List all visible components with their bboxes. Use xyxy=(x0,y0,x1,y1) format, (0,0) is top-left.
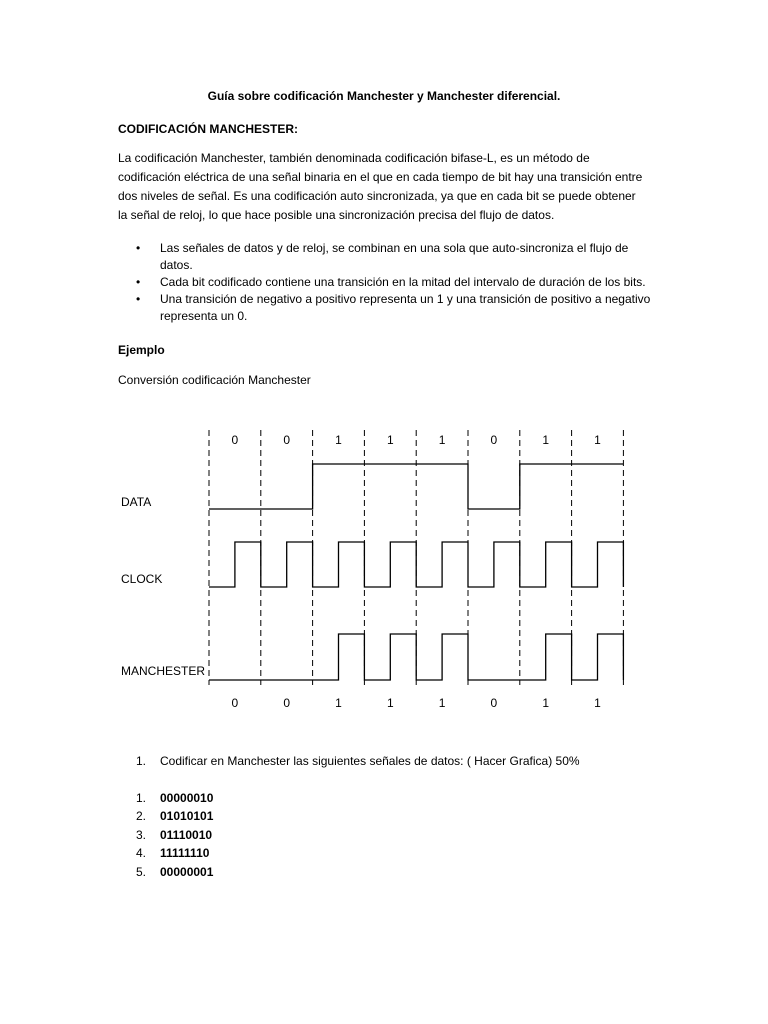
code-item xyxy=(118,863,213,881)
clock-signal-label: CLOCK xyxy=(121,572,163,586)
bottom-bit-labels xyxy=(232,696,602,710)
example-heading: Ejemplo xyxy=(118,343,165,357)
bit-label: 1 xyxy=(438,696,446,710)
code-value: 11111110 xyxy=(160,846,210,861)
clock-waveform xyxy=(209,542,623,587)
bit-label: 0 xyxy=(231,433,239,447)
code-item xyxy=(118,844,213,862)
data-signal-label: DATA xyxy=(121,495,152,509)
bit-label: 0 xyxy=(490,696,498,710)
bit-label: 1 xyxy=(542,433,550,447)
bit-label: 1 xyxy=(386,433,394,447)
bit-label: 1 xyxy=(594,696,601,710)
code-item xyxy=(118,826,213,844)
code-number: 5. xyxy=(136,864,147,879)
code-number: 4. xyxy=(136,846,147,861)
manchester-signal-label: MANCHESTER xyxy=(121,664,206,678)
bit-label: 1 xyxy=(594,433,601,447)
code-number: 2. xyxy=(136,809,147,824)
code-value: 00000001 xyxy=(160,864,214,879)
bit-label: 0 xyxy=(490,433,498,447)
code-item xyxy=(118,789,213,807)
intro-paragraph: La codificación Manchester, también denominada codificación bifase-L, es un método de codificación eléctrica de una señal binaria en el que en cada tiempo de bit hay una transición entre dos niveles de señal. Es una codificación auto sincronizada, ya que en cada bit se puede obtener la señal de reloj, lo que hace posible una sincronización precisa del flujo de datos. xyxy=(118,151,643,222)
code-list xyxy=(118,789,213,881)
bit-label: 0 xyxy=(283,696,291,710)
example-caption: Conversión codificación Manchester xyxy=(118,373,311,387)
bullet-item: • Una transición de negativo a positivo representa un 1 y una transición de positivo a negativo representa un 0. xyxy=(118,291,658,325)
task-item xyxy=(118,752,580,770)
bit-label: 1 xyxy=(542,696,550,710)
code-number: 3. xyxy=(136,827,147,842)
bullet-item: • Cada bit codificado contiene una transición en la mitad del intervalo de duración de los bits. xyxy=(118,274,658,291)
page-title: Guía sobre codificación Manchester y Manchester diferencial. xyxy=(207,89,561,103)
bit-label: 1 xyxy=(438,433,446,447)
code-value: 01110010 xyxy=(160,827,213,842)
task-text: Codificar en Manchester las siguientes señales de datos: ( Hacer Grafica) 50% xyxy=(160,754,580,768)
code-value: 00000010 xyxy=(160,791,214,805)
bit-label: 1 xyxy=(335,433,342,447)
bit-label: 0 xyxy=(231,696,239,710)
manchester-diagram xyxy=(0,420,768,720)
code-value: 01010101 xyxy=(160,809,214,824)
manchester-waveform xyxy=(209,634,623,680)
bit-label: 0 xyxy=(283,433,291,447)
code-number: 1. xyxy=(136,791,147,805)
code-item xyxy=(118,807,213,825)
bullet-item: • Las señales de datos y de reloj, se combinan en una sola que auto-sincroniza el flujo de datos. xyxy=(118,240,658,274)
task-number: 1. xyxy=(136,754,147,768)
bit-label: 1 xyxy=(335,696,342,710)
bullet-list xyxy=(118,240,658,325)
bit-label: 1 xyxy=(386,696,394,710)
section-heading: CODIFICACIÓN MANCHESTER: xyxy=(118,122,298,136)
